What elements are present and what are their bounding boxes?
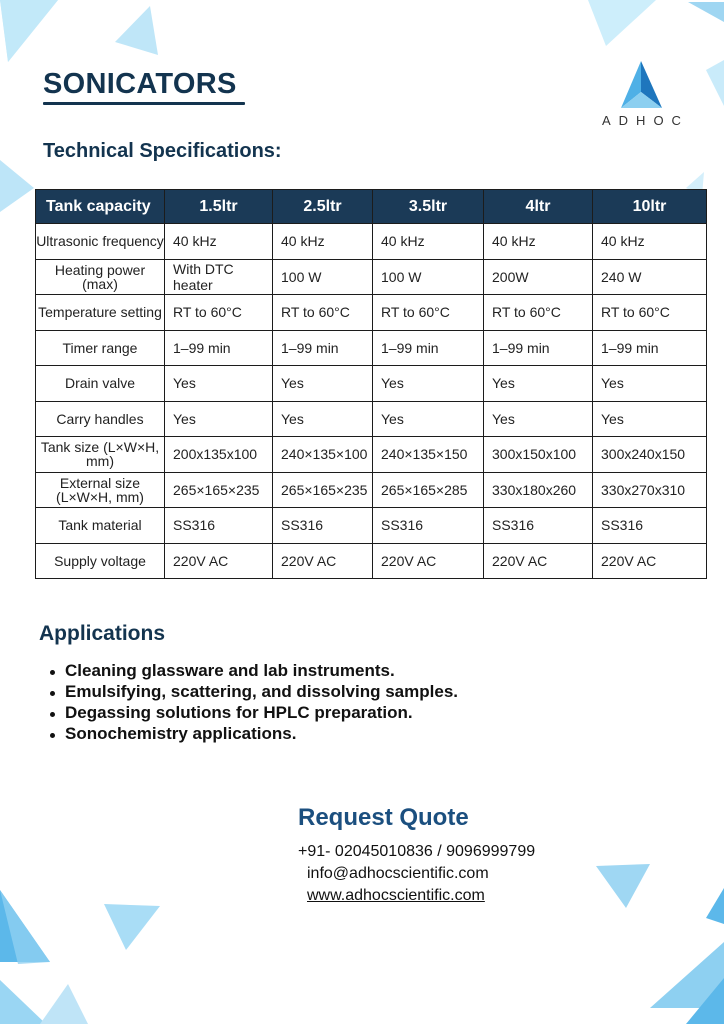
table-row <box>36 259 707 295</box>
applications-list <box>48 660 458 744</box>
table-cell: 40 kHz <box>373 224 484 260</box>
table-cell: Yes <box>373 401 484 437</box>
table-cell: 100 W <box>373 259 484 295</box>
table-cell: 100 W <box>273 259 373 295</box>
table-cell: RT to 60°C <box>165 295 273 331</box>
table-row <box>36 401 707 437</box>
website-link[interactable]: www.adhocscientific.com <box>307 887 485 904</box>
table-cell: RT to 60°C <box>373 295 484 331</box>
table-cell: 240×135×100 <box>273 437 373 473</box>
table-row <box>36 472 707 508</box>
table-cell: SS316 <box>165 508 273 544</box>
contact-phone: +91- 02045010836 / 9096999799 <box>298 843 536 860</box>
table-header-row <box>36 190 707 224</box>
table-cell: 40 kHz <box>165 224 273 260</box>
header-capacity: 4ltr <box>484 190 593 224</box>
table-cell: 265×165×285 <box>373 472 484 508</box>
table-cell: 220V AC <box>593 543 707 579</box>
row-label: Carry handles <box>36 401 165 437</box>
table-cell: 330x270x310 <box>593 472 707 508</box>
row-label: Supply voltage <box>36 543 165 579</box>
row-label: External size (L×W×H, mm) <box>36 472 165 508</box>
applications-heading: Applications <box>39 622 166 645</box>
table-cell: SS316 <box>273 508 373 544</box>
request-quote-heading: Request Quote <box>298 804 469 831</box>
table-cell: 1–99 min <box>373 330 484 366</box>
list-item: Cleaning glassware and lab instruments. <box>48 660 458 681</box>
table-row <box>36 508 707 544</box>
table-cell: 330x180x260 <box>484 472 593 508</box>
spec-table <box>35 189 707 579</box>
table-cell: With DTC heater <box>165 259 273 295</box>
table-cell: Yes <box>484 366 593 402</box>
table-cell: Yes <box>273 401 373 437</box>
table-cell: 220V AC <box>484 543 593 579</box>
title-underline <box>43 102 245 105</box>
row-label: Temperature setting <box>36 295 165 331</box>
table-cell: 40 kHz <box>273 224 373 260</box>
section-subtitle: Technical Specifications: <box>43 140 282 162</box>
table-cell: Yes <box>593 401 707 437</box>
table-cell: 1–99 min <box>484 330 593 366</box>
table-cell: Yes <box>593 366 707 402</box>
table-row <box>36 366 707 402</box>
table-cell: RT to 60°C <box>593 295 707 331</box>
table-cell: RT to 60°C <box>484 295 593 331</box>
decor-triangle-bottom-right <box>586 858 724 1024</box>
table-cell: 240 W <box>593 259 707 295</box>
contact-email: info@adhocscientific.com <box>307 865 489 882</box>
logo-text: ADHOC <box>602 113 689 128</box>
logo-triangle-icon <box>596 58 686 114</box>
table-cell: 1–99 min <box>593 330 707 366</box>
table-cell: Yes <box>373 366 484 402</box>
table-cell: RT to 60°C <box>273 295 373 331</box>
list-item: Degassing solutions for HPLC preparation. <box>48 702 458 723</box>
header-capacity: 10ltr <box>593 190 707 224</box>
table-cell: Yes <box>484 401 593 437</box>
row-label: Drain valve <box>36 366 165 402</box>
row-label: Timer range <box>36 330 165 366</box>
table-cell: 220V AC <box>273 543 373 579</box>
table-cell: 300x240x150 <box>593 437 707 473</box>
row-label: Tank material <box>36 508 165 544</box>
table-cell: Yes <box>165 366 273 402</box>
table-cell: Yes <box>273 366 373 402</box>
decor-triangle-left-mid <box>0 160 40 220</box>
table-row <box>36 543 707 579</box>
row-label: Tank size (L×W×H, mm) <box>36 437 165 473</box>
table-cell: Yes <box>165 401 273 437</box>
list-item: Emulsifying, scattering, and dissolving samples. <box>48 681 458 702</box>
table-row <box>36 437 707 473</box>
table-cell: 220V AC <box>373 543 484 579</box>
header-capacity: 1.5ltr <box>165 190 273 224</box>
decor-triangle-top-left <box>0 0 175 70</box>
decor-triangle-bottom-left <box>0 880 170 1024</box>
header-capacity: 2.5ltr <box>273 190 373 224</box>
row-label: Heating power (max) <box>36 259 165 295</box>
table-cell: 40 kHz <box>593 224 707 260</box>
row-label: Ultrasonic frequency <box>36 224 165 260</box>
table-cell: 300x150x100 <box>484 437 593 473</box>
header-tank-capacity: Tank capacity <box>36 190 165 224</box>
table-cell: 40 kHz <box>484 224 593 260</box>
table-cell: 1–99 min <box>273 330 373 366</box>
company-logo <box>596 58 689 132</box>
table-cell: 220V AC <box>165 543 273 579</box>
table-row <box>36 330 707 366</box>
table-cell: 265×165×235 <box>273 472 373 508</box>
table-cell: 200W <box>484 259 593 295</box>
table-cell: 265×165×235 <box>165 472 273 508</box>
table-cell: SS316 <box>373 508 484 544</box>
table-cell: SS316 <box>593 508 707 544</box>
list-item: Sonochemistry applications. <box>48 723 458 744</box>
table-cell: 240×135×150 <box>373 437 484 473</box>
header-capacity: 3.5ltr <box>373 190 484 224</box>
table-row <box>36 224 707 260</box>
table-row <box>36 295 707 331</box>
page-title: SONICATORS <box>43 68 237 100</box>
table-cell: 200x135x100 <box>165 437 273 473</box>
table-cell: 1–99 min <box>165 330 273 366</box>
table-cell: SS316 <box>484 508 593 544</box>
